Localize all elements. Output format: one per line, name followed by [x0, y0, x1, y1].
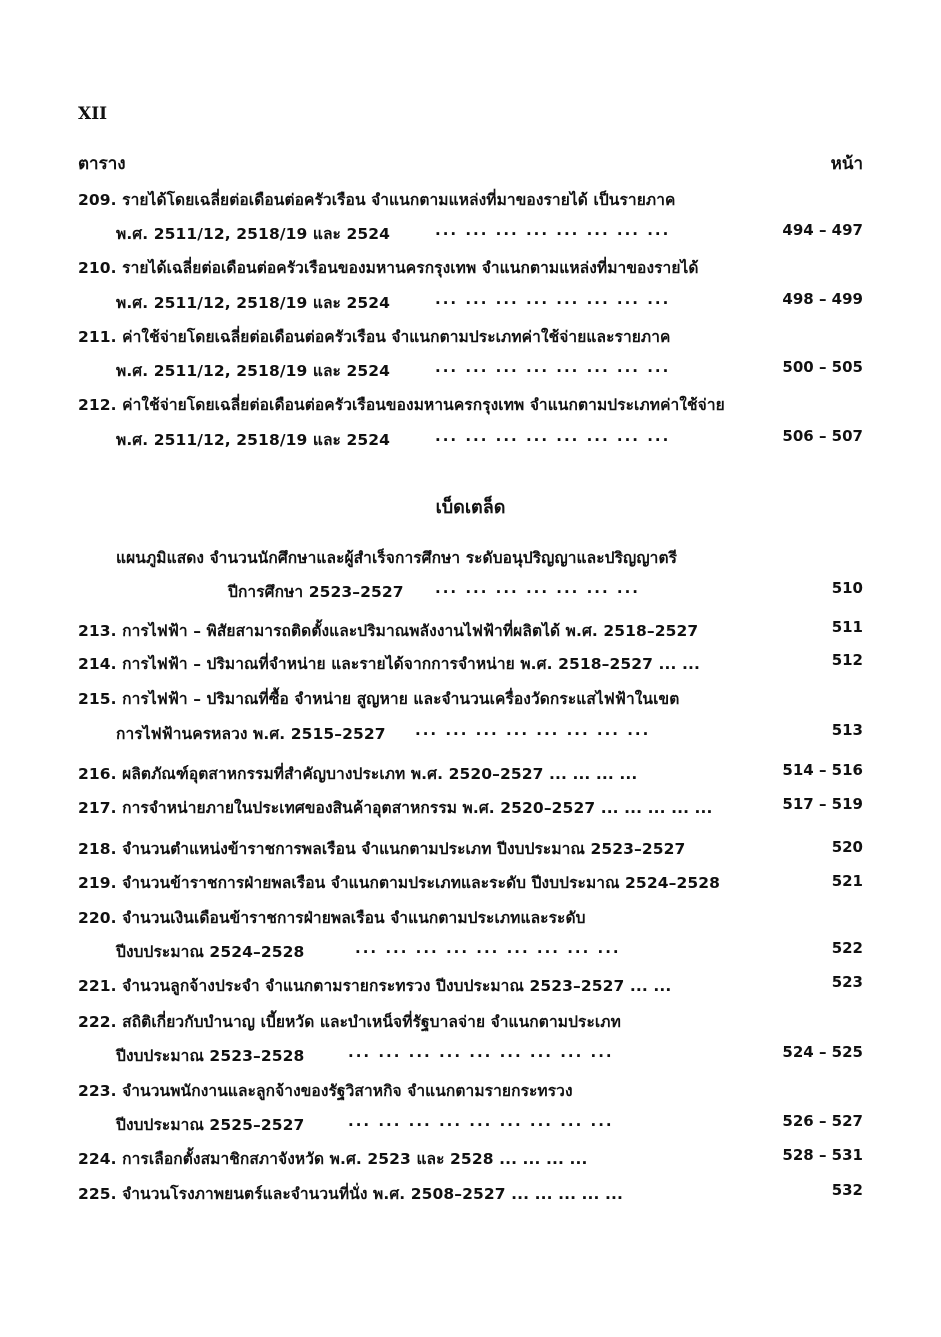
toc-leader-dots: ... ... ... ... ... ... ... ... — [415, 721, 651, 739]
toc-entry-221-pages: 523 — [831, 973, 863, 991]
toc-leader-dots: ... ... ... ... ... ... ... ... ... — [348, 1112, 614, 1130]
toc-entry-215-line2: การไฟฟ้านครหลวง พ.ศ. 2515–2527 — [116, 725, 386, 743]
toc-entry-222-line1: 222. สถิติเกี่ยวกับบำนาญ เบี้ยหวัด และบำเหน็จที่รัฐบาลจ่าย จำแนกตามประเภท — [78, 1013, 621, 1031]
toc-entry-215-line1: 215. การไฟฟ้า – ปริมาณที่ซื้อ จำหน่าย สูญหาย และจำนวนเครื่องวัดกระแสไฟฟ้าในเขต — [78, 690, 680, 708]
toc-entry-213-pages: 511 — [831, 618, 863, 636]
toc-entry-211-line1: 211. ค่าใช้จ่ายโดยเฉลี่ยต่อเดือนต่อครัวเรือน จำแนกตามประเภทค่าใช้จ่ายและรายภาค — [78, 328, 671, 346]
toc-entry-209-line1: 209. รายได้โดยเฉลี่ยต่อเดือนต่อครัวเรือน จำแนกตามแหล่งที่มาของรายได้ เป็นรายภาค — [78, 191, 676, 209]
toc-leader-dots: ... ... ... ... ... ... ... ... — [435, 427, 671, 445]
column-header-page: หน้า — [830, 154, 863, 174]
toc-entry-209-line2: พ.ศ. 2511/12, 2518/19 และ 2524 — [116, 225, 390, 243]
toc-entry-220-line1: 220. จำนวนเงินเดือนข้าราชการฝ่ายพลเรือน จำแนกตามประเภทและระดับ — [78, 909, 586, 927]
toc-entry-223-pages: 526 – 527 — [782, 1112, 863, 1130]
toc-entry-214: 214. การไฟฟ้า – ปริมาณที่จำหน่าย และรายได้จากการจำหน่าย พ.ศ. 2518–2527 ... ... — [78, 655, 700, 673]
toc-leader-dots: ... ... ... ... ... ... ... ... — [435, 358, 671, 376]
section-title: เบ็ดเตล็ด — [435, 497, 506, 518]
toc-leader-dots: ... ... ... ... ... ... ... ... ... — [355, 939, 621, 957]
toc-entry-214-pages: 512 — [831, 651, 863, 669]
toc-entry-218-pages: 520 — [831, 838, 863, 856]
toc-chart-entry-pages: 510 — [831, 579, 863, 597]
toc-entry-222-pages: 524 – 525 — [782, 1043, 863, 1061]
toc-leader-dots: ... ... ... ... ... ... ... — [435, 579, 640, 597]
toc-entry-216: 216. ผลิตภัณฑ์อุตสาหกรรมที่สำคัญบางประเภท พ.ศ. 2520–2527 ... ... ... ... — [78, 765, 638, 783]
toc-entry-210-pages: 498 – 499 — [782, 290, 863, 308]
toc-leader-dots: ... ... ... ... ... ... ... ... — [435, 221, 671, 239]
toc-leader-dots: ... ... ... ... ... ... ... ... ... — [348, 1043, 614, 1061]
toc-entry-212-pages: 506 – 507 — [782, 427, 863, 445]
toc-entry-219-pages: 521 — [831, 872, 863, 890]
toc-chart-entry-line1: แผนภูมิแสดง จำนวนนักศึกษาและผู้สำเร็จการศึกษา ระดับอนุปริญญาและปริญญาตรี — [116, 549, 678, 567]
toc-entry-217-pages: 517 – 519 — [782, 795, 863, 813]
toc-entry-210-line2: พ.ศ. 2511/12, 2518/19 และ 2524 — [116, 294, 390, 312]
toc-entry-220-pages: 522 — [831, 939, 863, 957]
toc-entry-216-pages: 514 – 516 — [782, 761, 863, 779]
toc-entry-212-line2: พ.ศ. 2511/12, 2518/19 และ 2524 — [116, 431, 390, 449]
toc-entry-221: 221. จำนวนลูกจ้างประจำ จำแนกตามรายกระทรวง ปีงบประมาณ 2523–2527 ... ... — [78, 977, 672, 995]
toc-entry-223-line2: ปีงบประมาณ 2525–2527 — [116, 1116, 305, 1134]
toc-entry-220-line2: ปีงบประมาณ 2524–2528 — [116, 943, 305, 961]
page-number: XII — [78, 104, 108, 124]
toc-entry-218: 218. จำนวนตำแหน่งข้าราชการพลเรือน จำแนกตามประเภท ปีงบประมาณ 2523–2527 — [78, 840, 686, 858]
toc-chart-entry-line2: ปีการศึกษา 2523–2527 — [228, 583, 404, 601]
toc-entry-209-pages: 494 – 497 — [782, 221, 863, 239]
toc-entry-219: 219. จำนวนข้าราชการฝ่ายพลเรือน จำแนกตามประเภทและระดับ ปีงบประมาณ 2524–2528 — [78, 874, 720, 892]
toc-entry-210-line1: 210. รายได้เฉลี่ยต่อเดือนต่อครัวเรือนของมหานครกรุงเทพ จำแนกตามแหล่งที่มาของรายได้ — [78, 259, 699, 277]
toc-entry-213: 213. การไฟฟ้า – พิสัยสามารถติดตั้งและปริมาณพลังงานไฟฟ้าที่ผลิตได้ พ.ศ. 2518–2527 — [78, 622, 699, 640]
toc-entry-215-pages: 513 — [831, 721, 863, 739]
toc-entry-224: 224. การเลือกตั้งสมาชิกสภาจังหวัด พ.ศ. 2523 และ 2528 ... ... ... ... — [78, 1150, 588, 1168]
toc-entry-222-line2: ปีงบประมาณ 2523–2528 — [116, 1047, 305, 1065]
toc-entry-211-line2: พ.ศ. 2511/12, 2518/19 และ 2524 — [116, 362, 390, 380]
toc-entry-225-pages: 532 — [831, 1181, 863, 1199]
toc-entry-225: 225. จำนวนโรงภาพยนตร์และจำนวนที่นั่ง พ.ศ. 2508–2527 ... ... ... ... ... — [78, 1185, 623, 1203]
toc-entry-224-pages: 528 – 531 — [782, 1146, 863, 1164]
column-header-table: ตาราง — [78, 154, 126, 174]
toc-entry-212-line1: 212. ค่าใช้จ่ายโดยเฉลี่ยต่อเดือนต่อครัวเรือนของมหานครกรุงเทพ จำแนกตามประเภทค่าใช้จ่าย — [78, 396, 725, 414]
toc-entry-223-line1: 223. จำนวนพนักงานและลูกจ้างของรัฐวิสาหกิจ จำแนกตามรายกระทรวง — [78, 1082, 573, 1100]
toc-entry-217: 217. การจำหน่ายภายในประเทศของสินค้าอุตสาหกรรม พ.ศ. 2520–2527 ... ... ... ... ... — [78, 799, 713, 817]
toc-entry-211-pages: 500 – 505 — [782, 358, 863, 376]
toc-leader-dots: ... ... ... ... ... ... ... ... — [435, 290, 671, 308]
